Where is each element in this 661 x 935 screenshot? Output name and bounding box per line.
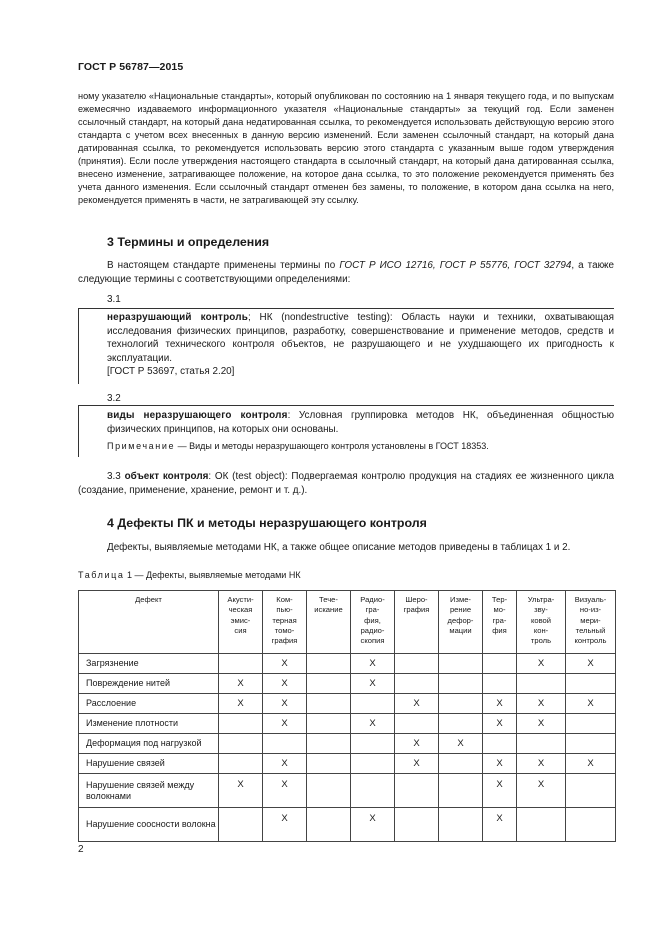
table-row (79, 674, 616, 694)
defect-name-cell: Расслоение (79, 694, 219, 714)
column-header: Акусти- ческая эмис- сия (219, 591, 263, 654)
column-header: Ультра- зву- ковой кон- троль (517, 591, 566, 654)
term-3-3-name: объект контроля (124, 471, 209, 482)
method-mark-cell (351, 774, 395, 808)
method-mark-cell: X (351, 714, 395, 734)
method-mark-cell (219, 714, 263, 734)
method-mark-cell: X (263, 714, 307, 734)
term-3-2-box (78, 405, 614, 457)
defects-table (78, 590, 616, 842)
method-mark-cell (439, 808, 483, 842)
term-3-2-name: виды неразрушающего контроля (107, 410, 288, 421)
term-3-3-text: : ОК (test object): Подвергаемая контролю продукция на стадиях ее жизненного цикла (создание, применение, хранение, ремонт и т. д.). (78, 471, 614, 496)
method-mark-cell (351, 694, 395, 714)
method-mark-cell: X (263, 654, 307, 674)
method-mark-cell: X (517, 714, 566, 734)
method-mark-cell (351, 734, 395, 754)
method-mark-cell (566, 714, 616, 734)
method-mark-cell (307, 674, 351, 694)
defect-name-cell: Нарушение связей (79, 754, 219, 774)
method-mark-cell: X (483, 774, 517, 808)
method-mark-cell: X (483, 694, 517, 714)
method-mark-cell: X (566, 754, 616, 774)
method-mark-cell: X (351, 674, 395, 694)
column-header: Шеро- графия (395, 591, 439, 654)
method-mark-cell (517, 808, 566, 842)
method-mark-cell (439, 714, 483, 734)
term-3-2-note (79, 440, 614, 454)
section-4-title: 4 Дефекты ПК и методы неразрушающего контроля (107, 516, 427, 530)
method-mark-cell: X (439, 734, 483, 754)
column-header: Дефект (79, 591, 219, 654)
method-mark-cell (219, 654, 263, 674)
section-3-intro (78, 259, 614, 286)
term-3-1-name: неразрушающий контроль (107, 312, 249, 323)
table-row (79, 654, 616, 674)
defect-name-cell: Изменение плотности (79, 714, 219, 734)
method-mark-cell: X (263, 694, 307, 714)
column-header: Радио- гра- фия, радио- скопия (351, 591, 395, 654)
method-mark-cell: X (263, 808, 307, 842)
column-header: Ком- пью- терная томо- графия (263, 591, 307, 654)
method-mark-cell: X (566, 654, 616, 674)
table-1-caption (78, 570, 301, 580)
method-mark-cell: X (263, 754, 307, 774)
section-3-title: 3 Термины и определения (107, 235, 270, 249)
page-number: 2 (78, 844, 84, 855)
method-mark-cell: X (219, 694, 263, 714)
term-3-1-definition (79, 311, 614, 365)
defect-name-cell: Нарушение связей между волокнами (79, 774, 219, 808)
method-mark-cell (566, 734, 616, 754)
method-mark-cell (566, 774, 616, 808)
method-mark-cell (263, 734, 307, 754)
method-mark-cell (395, 774, 439, 808)
method-mark-cell (307, 714, 351, 734)
method-mark-cell: X (351, 808, 395, 842)
method-mark-cell: X (517, 654, 566, 674)
method-mark-cell: X (517, 754, 566, 774)
column-header: Тече- искание (307, 591, 351, 654)
method-mark-cell: X (517, 774, 566, 808)
term-3-3-number: 3.3 (107, 471, 125, 482)
term-3-2-number: 3.2 (107, 393, 121, 404)
method-mark-cell (395, 654, 439, 674)
section-3-intro-after: , а также следующие термины с соответствующими определениями: (78, 260, 615, 285)
method-mark-cell (307, 774, 351, 808)
method-mark-cell (307, 654, 351, 674)
section-4-intro-text: Дефекты, выявляемые методами НК, а также общее описание методов приведены в таблицах 1 и 2. (107, 542, 571, 553)
defect-name-cell: Загрязнение (79, 654, 219, 674)
table-header-row (79, 591, 616, 654)
table-row (79, 694, 616, 714)
method-mark-cell: X (483, 808, 517, 842)
method-mark-cell (307, 754, 351, 774)
method-mark-cell: X (351, 654, 395, 674)
term-3-2-definition (79, 409, 614, 436)
section-3-intro-before: В настоящем стандарте применены термины по (107, 260, 340, 271)
term-3-1-source: [ГОСТ Р 53697, статья 2.20] (107, 366, 235, 378)
method-mark-cell: X (219, 774, 263, 808)
table-body (79, 654, 616, 842)
section-4-intro (78, 541, 614, 555)
method-mark-cell: X (395, 754, 439, 774)
method-mark-cell (483, 654, 517, 674)
table-row (79, 774, 616, 808)
method-mark-cell (395, 808, 439, 842)
method-mark-cell (483, 674, 517, 694)
method-mark-cell (566, 808, 616, 842)
method-mark-cell: X (483, 754, 517, 774)
table-1-caption-label: Таблица (78, 570, 125, 580)
intro-paragraph (78, 90, 614, 207)
method-mark-cell: X (517, 694, 566, 714)
method-mark-cell (307, 694, 351, 714)
method-mark-cell (483, 734, 517, 754)
column-header: Визуаль- но-из- мери- тельный контроль (566, 591, 616, 654)
method-mark-cell: X (263, 774, 307, 808)
method-mark-cell (307, 734, 351, 754)
term-3-1-box (78, 308, 614, 384)
column-header: Тер- мо- гра- фия (483, 591, 517, 654)
method-mark-cell (439, 694, 483, 714)
defect-name-cell: Деформация под нагрузкой (79, 734, 219, 754)
table-1-caption-text: 1 — Дефекты, выявляемые методами НК (124, 570, 301, 580)
section-3-intro-refs: ГОСТ Р ИСО 12716, ГОСТ Р 55776, ГОСТ 32794 (339, 260, 572, 271)
method-mark-cell: X (483, 714, 517, 734)
term-3-2-text: : Условная группировка методов НК, объединенная общностью физических принципов, на которых они основаны. (107, 410, 615, 435)
method-mark-cell (517, 734, 566, 754)
method-mark-cell (307, 808, 351, 842)
term-3-1-text: ; НК (nondestructive testing): Область науки и техники, охватывающая исследования физических принципов, разработку, совершенствование и применение методов, средств и технологий технического контроля объектов, не разрушающего и не ухудшающего их пригодность к эксплуатации. (107, 312, 614, 364)
method-mark-cell (439, 774, 483, 808)
method-mark-cell (439, 754, 483, 774)
method-mark-cell (219, 734, 263, 754)
method-mark-cell: X (566, 694, 616, 714)
method-mark-cell (439, 674, 483, 694)
term-3-1-number: 3.1 (107, 294, 121, 305)
method-mark-cell (566, 674, 616, 694)
method-mark-cell: X (395, 734, 439, 754)
method-mark-cell (395, 674, 439, 694)
method-mark-cell: X (219, 674, 263, 694)
method-mark-cell (395, 714, 439, 734)
defect-name-cell: Повреждение нитей (79, 674, 219, 694)
document-header: ГОСТ Р 56787—2015 (78, 61, 184, 73)
method-mark-cell (351, 754, 395, 774)
intro-text: ному указателю «Национальные стандарты», который опубликован по состоянию на 1 января текущего года, и по выпускам ежемесячно издаваемого информационного указателя «Национальные стандарты» за текущий год. Если заменен ссылочный стандарт, на который дана недатированная ссылка, то рекомендуется использовать действующую версию этого стандарта с учетом всех внесенных в данную версию изменений. Если заменен ссылочный стандарт, на который дана датированная ссылка, то рекомендуется использовать версию этого стандарта с указанным выше годом утверждения (принятия). Если после утверждения настоящего стандарта в ссылочный стандарт, на который дана датированная ссылка, внесено изменение, затрагивающее положение, на которое дана ссылка, то это положение рекомендуется применять без учета данного изменения. Если ссылочный стандарт отменен без замены, то положение, в котором дана ссылка на него, рекомендуется применять в части, не затрагивающей эту ссылку. (78, 91, 614, 206)
table-row (79, 714, 616, 734)
term-3-2-note-text: — Виды и методы неразрушающего контроля установлены в ГОСТ 18353. (175, 441, 489, 452)
method-mark-cell: X (263, 674, 307, 694)
table-row (79, 734, 616, 754)
method-mark-cell: X (395, 694, 439, 714)
term-3-2-note-label: Примечание (107, 441, 176, 452)
method-mark-cell (219, 754, 263, 774)
term-3-3 (78, 470, 614, 497)
table-row (79, 754, 616, 774)
defect-name-cell: Нарушение соосности волокна (79, 808, 219, 842)
column-header: Изме- рение дефор- мации (439, 591, 483, 654)
table-row (79, 808, 616, 842)
method-mark-cell (219, 808, 263, 842)
method-mark-cell (439, 654, 483, 674)
method-mark-cell (517, 674, 566, 694)
